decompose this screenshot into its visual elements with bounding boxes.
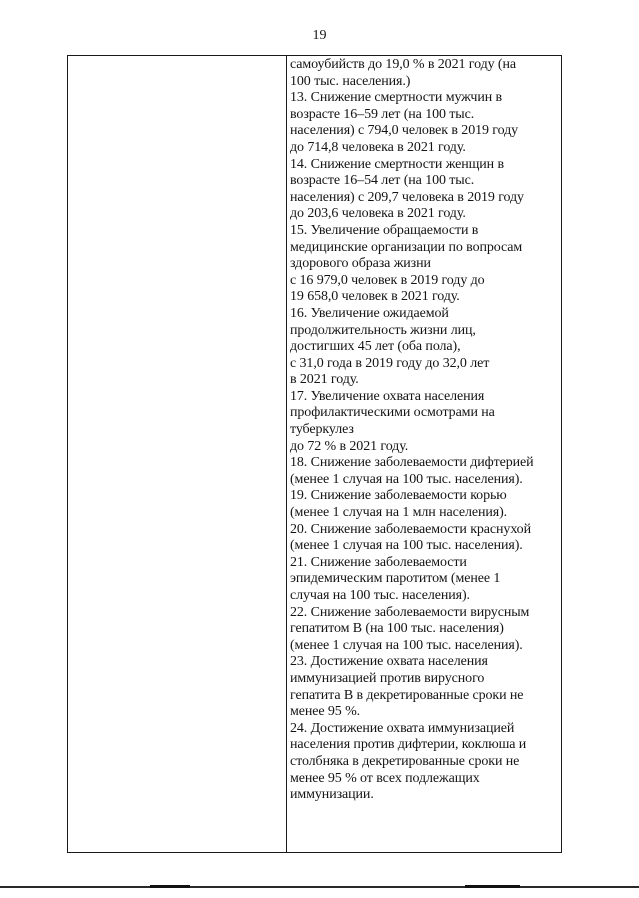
text-line: (менее 1 случая на 1 млн населения). (290, 505, 508, 521)
scan-edge-mark (150, 885, 190, 888)
text-line: 23. Достижение охвата населения (290, 654, 488, 670)
text-line: населения против дифтерии, коклюша и (290, 737, 527, 753)
text-line: населения) с 794,0 человек в 2019 году (290, 123, 519, 139)
text-line: туберкулез (290, 422, 354, 438)
scan-bottom-edge (0, 886, 639, 888)
text-line: до 72 % в 2021 году. (290, 438, 409, 454)
text-line: 15. Увеличение обращаемости в (290, 222, 479, 238)
text-line: 22. Снижение заболеваемости вирусным (290, 604, 530, 620)
text-line: случая на 100 тыс. населения). (290, 588, 470, 603)
page-number: 19 (312, 28, 327, 43)
text-line: менее 95 %. (290, 704, 361, 720)
text-line: с 16 979,0 человек в 2019 году до (290, 272, 485, 288)
text-line: эпидемическим паротитом (менее 1 (290, 571, 501, 587)
text-line: 100 тыс. населения.) (290, 73, 411, 89)
text-line: населения) с 209,7 человека в 2019 году (290, 189, 524, 205)
text-line: 21. Снижение заболеваемости (290, 554, 467, 570)
text-line: в 2021 году. (290, 372, 359, 388)
text-line: (менее 1 случая на 100 тыс. населения). (290, 471, 523, 487)
text-line: 13. Снижение смертности мужчин в (290, 90, 503, 106)
text-line: до 714,8 человека в 2021 году. (290, 139, 466, 155)
text-line: здорового образа жизни (290, 256, 431, 272)
text-line: медицинские организации по вопросам (290, 239, 523, 255)
text-line: до 203,6 человека в 2021 году. (290, 206, 466, 222)
text-line: гепатитом В (на 100 тыс. населения) (290, 621, 504, 637)
text-line: 18. Снижение заболеваемости дифтерией (290, 455, 534, 471)
text-line: 24. Достижение охвата иммунизацией (290, 720, 515, 736)
text-line: возрасте 16–54 лет (на 100 тыс. (290, 173, 475, 189)
text-line: возрасте 16–59 лет (на 100 тыс. (290, 106, 475, 122)
indicators-cell (290, 57, 562, 804)
column-divider (286, 56, 287, 852)
text-line: (менее 1 случая на 100 тыс. населения). (290, 637, 523, 653)
text-line: (менее 1 случая на 100 тыс. населения). (290, 538, 523, 554)
text-line: 19. Снижение заболеваемости корью (290, 488, 507, 504)
text-line: профилактическими осмотрами на (290, 405, 495, 421)
text-line: 16. Увеличение ожидаемой (290, 305, 449, 321)
scan-edge-mark (465, 885, 520, 888)
text-line: 14. Снижение смертности женщин в (290, 156, 504, 172)
text-line: гепатита В в декретированные сроки не (290, 687, 524, 703)
text-line: продолжительность жизни лиц, (290, 322, 476, 338)
text-line: 20. Снижение заболеваемости краснухой (290, 521, 531, 537)
text-line: иммунизацией против вирусного (290, 670, 485, 686)
text-line: 17. Увеличение охвата населения (290, 388, 485, 404)
text-line: с 31,0 года в 2019 году до 32,0 лет (290, 355, 490, 371)
text-line: столбняка в декретированные сроки не (290, 753, 520, 769)
text-line: самоубийств до 19,0 % в 2021 году (на (290, 57, 516, 72)
text-line: менее 95 % от всех подлежащих (290, 770, 480, 786)
text-line: 19 658,0 человек в 2021 году. (290, 289, 460, 305)
text-line: достигших 45 лет (оба пола), (290, 339, 461, 355)
text-line: иммунизации. (290, 787, 374, 803)
document-table (67, 55, 562, 853)
